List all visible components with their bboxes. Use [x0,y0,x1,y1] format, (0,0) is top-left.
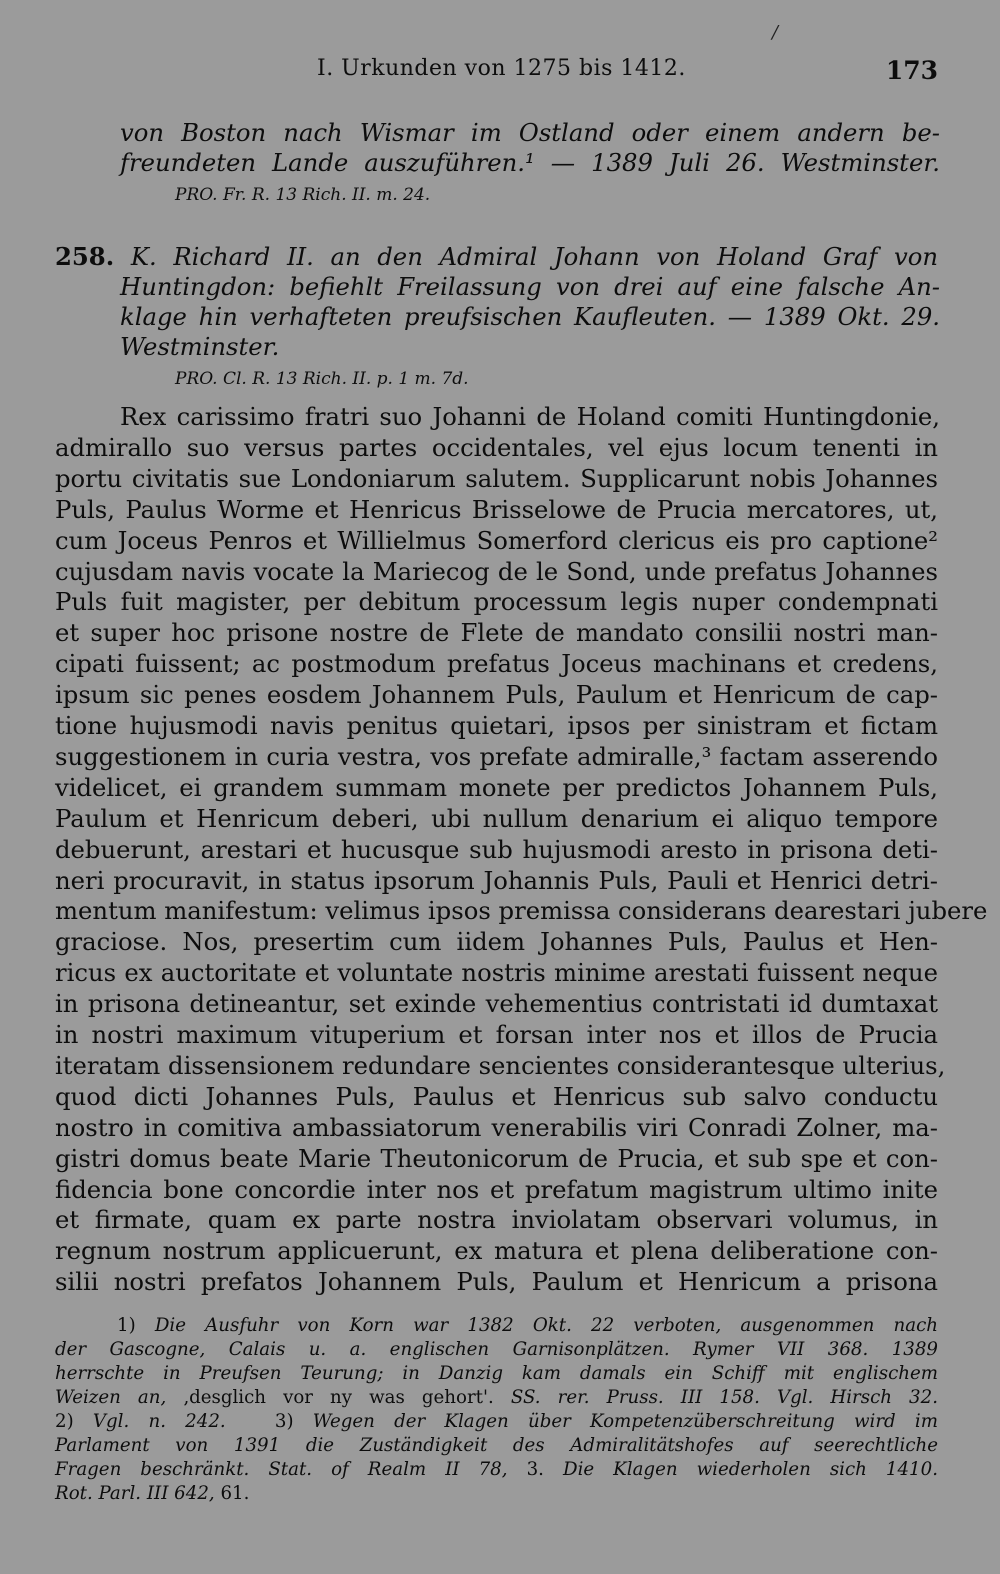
footnote-1-number: 1) [117,1315,136,1336]
body-line: quod dicti Johannes Puls, Paulus et Henricus sub salvo conductu [55,1081,938,1111]
footnote-1-line [55,1386,938,1410]
entry-heading-line: Huntingdon: befiehlt Freilassung von drei auf eine falsche An- [120,272,940,301]
entry-heading-line: Westminster. [120,332,280,361]
entry-number: 258. [55,242,115,271]
body-line: cum Joceus Penros et Willielmus Somerford clericus eis pro captione² [55,525,938,555]
body-line: et super hoc prisone nostre de Flete de mandato consilii nostri man- [55,618,938,648]
footnote-3-text: 3. [526,1459,544,1480]
footnote-3-text: Rot. Parl. III 642, [55,1483,215,1504]
footnote-3-text: Die Klagen wiederholen sich 1410. [562,1459,938,1480]
body-line: suggestionem in curia vestra, vos prefate admiralle,³ factam asserendo [55,741,938,771]
footnote-1-line: herrschte in Preufsen Teurung; in Danzig kam damals ein Schiff mit englischem [55,1363,938,1384]
body-line: graciose. Nos, presertim cum iidem Johannes Puls, Paulus et Hen- [55,927,938,957]
body-line: mentum manifestum: velimus ipsos premissa considerans dearestari jubere [55,896,988,926]
footnote-3-line: Parlament von 1391 die Zuständigkeit des Admiralitätshofes auf seerechtliche [55,1435,938,1456]
body-line: Rex carissimo fratri suo Johanni de Holand comiti Huntingdonie, [120,402,940,431]
prev-entry-line: von Boston nach Wismar im Ostland oder einem andern be- [120,118,940,147]
body-line: silii nostri prefatos Johannem Puls, Paulum et Henricum a prisona [55,1267,938,1297]
body-line: Paulum et Henricum deberi, ubi nullum denarium ei aliquo tempore [55,803,938,833]
footnote-1-text: Weizen an, [55,1387,167,1408]
body-line: iteratam dissensionem redundare sencientes considerantesque ulterius, [55,1050,946,1080]
body-line: neri procuravit, in status ipsorum Johannis Puls, Pauli et Henrici detri- [55,865,938,895]
footnote-3-text: Wegen der Klagen über Kompetenzüberschreitung wird im [312,1411,938,1432]
running-title: I. Urkunden von 1275 bis 1412. [317,56,686,81]
footnote-3-line [55,1482,249,1506]
body-line: tione hujusmodi navis penitus quietari, ipsos per sinistram et fictam [55,711,938,740]
entry-source: PRO. Cl. R. 13 Rich. II. p. 1 m. 7d. [175,369,469,389]
body-line: et firmate, quam ex parte nostra inviolatam observari volumus, in [55,1205,938,1235]
running-head [55,56,940,90]
footnote-2-3-line [55,1410,938,1434]
body-line: Puls fuit magister, per debitum processum legis nuper condempnati [55,587,938,617]
body-line: portu civitatis sue Londoniarum salutem. Supplicarunt nobis Johannes [55,463,938,493]
body-line: ipsum sic penes eosdem Johannem Puls, Paulum et Henricum de cap- [55,680,938,710]
body-line: admirallo suo versus partes occidentales, vel ejus locum tenenti in [55,432,938,462]
body-line: regnum nostrum applicuerunt, ex matura et plena deliberatione con- [55,1236,938,1266]
footnote-1-line: der Gascogne, Calais u. a. englischen Garnisonplätzen. Rymer VII 368. 1389 [55,1339,938,1360]
body-line: debuerunt, arestari et hucusque sub hujusmodi aresto in prisona deti- [55,834,938,864]
body-line: in nostri maximum vituperium et forsan inter nos et illos de Prucia [55,1020,938,1049]
footnote-2-text: Vgl. n. 242. [92,1411,226,1432]
footnote-1-text: Die Ausfuhr von Korn war 1382 Okt. 22 verboten, ausgenommen nach [154,1315,938,1336]
body-line: gistri domus beate Marie Theutonicorum de Prucia, et sub spe et con- [55,1143,938,1173]
body-line: in prisona detineantur, set exinde vehementius contristati id dumtaxat [55,989,938,1019]
footnote-1-line [55,1314,938,1338]
prev-entry-source: PRO. Fr. R. 13 Rich. II. m. 24. [175,185,431,205]
footnote-3-text: 61. [220,1483,250,1504]
entry-heading-first: K. Richard II. an den Admiral Johann von Holand Graf von [130,242,938,271]
footnote-2-number: 2) [55,1411,74,1432]
stray-mark: / [772,22,779,43]
footnote-1-quote: ‚desglich vor ny was gehort'. [183,1387,494,1408]
body-line: nostro in comitiva ambassiatorum venerabilis viri Conradi Zolner, ma- [55,1112,938,1142]
body-line: ricus ex auctoritate et voluntate nostris minime arestati fuissent neque [55,958,938,988]
prev-entry-line: freundeten Lande auszuführen.¹ — 1389 Juli 26. Westminster. [120,148,940,177]
body-line: fidencia bone concordie inter nos et prefatum magistrum ultimo inite [55,1174,938,1204]
footnote-3-line [55,1458,938,1482]
footnote-1-text: SS. rer. Pruss. III 158. Vgl. Hirsch 32. [510,1387,938,1408]
entry-heading-line: klage hin verhafteten preufsischen Kaufleuten. — 1389 Okt. 29. [120,302,940,331]
page-number: 173 [885,56,938,85]
footnote-3-text: Fragen beschränkt. Stat. of Realm II 78, [55,1459,508,1480]
body-line: cujusdam navis vocate la Mariecog de le Sond, unde prefatus Johannes [55,556,938,586]
footnote-3-number: 3) [274,1411,294,1432]
body-line: Puls, Paulus Worme et Henricus Brisselowe de Prucia mercatores, ut, [55,494,938,524]
body-line: cipati fuissent; ac postmodum prefatus Joceus machinans et credens, [55,649,938,679]
body-line: videlicet, ei grandem summam monete per predictos Johannem Puls, [55,772,938,802]
entry-heading-line [55,242,938,272]
